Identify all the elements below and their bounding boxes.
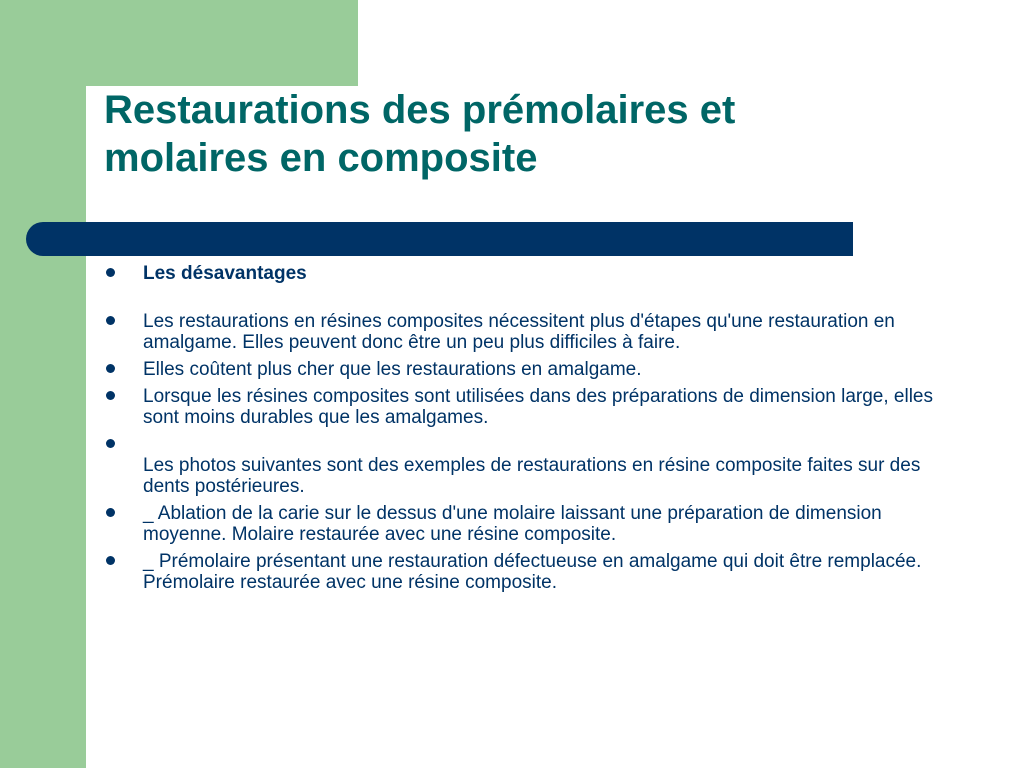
bullet-text: Elles coûtent plus cher que les restaurations en amalgame. [143, 359, 642, 380]
bullet-dot-icon [106, 508, 115, 517]
empty-line [143, 434, 964, 455]
bullet-item [104, 386, 964, 428]
bullet-list [104, 263, 964, 599]
bullet-item [104, 551, 964, 593]
bullet-dot-icon [106, 391, 115, 400]
bullet-dot-icon [106, 556, 115, 565]
bullet-text: _ Ablation de la carie sur le dessus d'une molaire laissant une préparation de dimension moyenne. Molaire restaurée avec une résine composite. [143, 503, 882, 545]
bullet-dot-icon [106, 364, 115, 373]
slide-title-line-1: Restaurations des prémolaires et [104, 88, 736, 132]
bullet-heading-text: Les désavantages [143, 263, 307, 284]
green-side-bar [0, 0, 86, 768]
bullet-item [104, 311, 964, 353]
title-divider-bar [26, 222, 853, 256]
bullet-dot-icon [106, 439, 115, 448]
bullet-text: Lorsque les résines composites sont utilisées dans des préparations de dimension large, elles sont moins durables que les amalgames. [143, 386, 933, 428]
bullet-text: Les restaurations en résines composites nécessitent plus d'étapes qu'une restauration en amalgame. Elles peuvent donc être un peu plus difficiles à faire. [143, 311, 895, 353]
bullet-dot-icon [106, 268, 115, 277]
bullet-item [104, 359, 964, 380]
bullet-item-heading [104, 263, 964, 284]
slide-title [104, 86, 904, 182]
bullet-dot-icon [106, 316, 115, 325]
green-top-block [0, 0, 358, 86]
slide-title-line-2: molaires en composite [104, 136, 538, 180]
bullet-item [104, 503, 964, 545]
bullet-item [104, 434, 964, 497]
bullet-text: _ Prémolaire présentant une restauration défectueuse en amalgame qui doit être remplacée. Prémolaire restaurée avec une résine composite. [143, 551, 922, 593]
bullet-text: Les photos suivantes sont des exemples de restaurations en résine composite faites sur des dents postérieures. [143, 455, 921, 497]
